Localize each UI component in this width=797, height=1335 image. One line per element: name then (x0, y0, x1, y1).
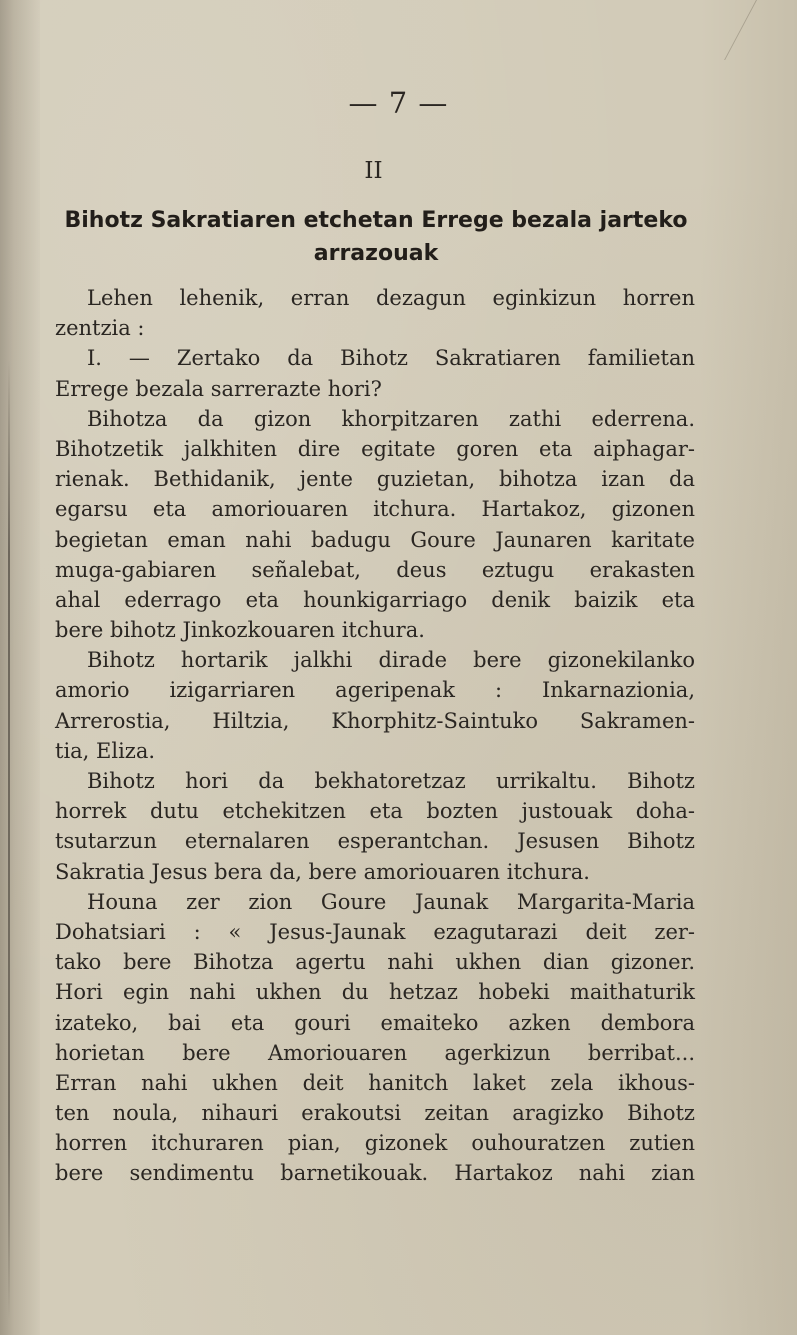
text-line: egarsu eta amoriouaren itchura. Hartakoz, gizonen (55, 497, 695, 522)
text-line: Arrerostia, Hiltzia, Khorphitz-Saintuko Sakramen- (55, 708, 695, 733)
text-line: ahal ederrago eta hounkigarriago denik baizik eta (55, 587, 695, 612)
text-line: Hori egin nahi ukhen du hetzaz hobeki maithaturik (55, 980, 695, 1005)
text-line: ten noula, nihauri erakoutsi zeitan aragizko Bihotz (55, 1101, 695, 1126)
text-line: Bihotz hori da bekhatoretzaz urrikaltu. Bihotz (87, 769, 695, 793)
text-line: begietan eman nahi badugu Goure Jaunaren karitate (55, 527, 695, 552)
paragraph (55, 766, 695, 887)
paragraph (55, 343, 695, 403)
section-numeral: II (364, 158, 383, 184)
paragraph (55, 645, 695, 766)
text-line: bere sendimentu barnetikouak. Hartakoz nahi zian (55, 1161, 695, 1186)
page-number: — 7 — (348, 86, 449, 120)
text-line: izateko, bai eta gouri emaiteko azken dembora (55, 1010, 695, 1035)
paragraph (55, 887, 695, 1189)
text-line: Bihotz hortarik jalkhi dirade bere gizonekilanko (87, 648, 695, 673)
text-line: tsutarzun eternalaren esperantchan. Jesusen Bihotz (55, 829, 695, 854)
text-line: horietan bere Amoriouaren agerkizun berribat... (55, 1040, 695, 1065)
text-line: muga-gabiaren señalebat, deus eztugu erakasten (55, 557, 695, 582)
text-line: Dohatsiari : « Jesus-Jaunak ezagutarazi deit zer- (55, 919, 695, 944)
chapter-title (56, 204, 696, 270)
chapter-title-line: arrazouak (313, 241, 439, 266)
body-text (55, 283, 695, 1189)
text-line: Sakratia Jesus bera da, bere amoriouaren itchura. (55, 859, 590, 884)
text-line: Erran nahi ukhen deit hanitch laket zela ikhous- (55, 1070, 695, 1095)
paragraph (55, 404, 695, 646)
text-line: Lehen lehenik, erran dezagun eginkizun horren (87, 286, 695, 310)
text-line: tia, Eliza. (55, 738, 156, 763)
text-line: horrek dutu etchekitzen eta bozten justouak doha- (55, 799, 695, 824)
text-line: Bihotzetik jalkhiten dire egitate goren eta aiphagar- (55, 436, 695, 461)
text-line: I. — Zertako da Bihotz Sakratiaren familietan (87, 346, 695, 371)
paragraph (55, 283, 695, 343)
text-line: Errege bezala sarrerazte hori? (55, 376, 382, 401)
chapter-title-line: Bihotz Sakratiaren etchetan Errege bezala jarteko (64, 208, 688, 233)
text-line: rienak. Bethidanik, jente guzietan, bihotza izan da (55, 467, 695, 492)
text-line: zentzia : (55, 316, 145, 341)
corner-fold (724, 0, 797, 60)
text-line: Houna zer zion Goure Jaunak Margarita-Maria (87, 889, 695, 914)
binding-edge-line (8, 360, 10, 1320)
text-line: amorio izigarriaren ageripenak : Inkarnazionia, (55, 678, 695, 703)
text-line: horren itchuraren pian, gizonek ouhouratzen zutien (55, 1131, 695, 1156)
text-line: tako bere Bihotza agertu nahi ukhen dian gizoner. (55, 950, 695, 975)
text-line: bere bihotz Jinkozkouaren itchura. (55, 618, 425, 643)
text-line: Bihotza da gizon khorpitzaren zathi ederrena. (87, 406, 695, 431)
page-binding-shadow (0, 0, 40, 1335)
